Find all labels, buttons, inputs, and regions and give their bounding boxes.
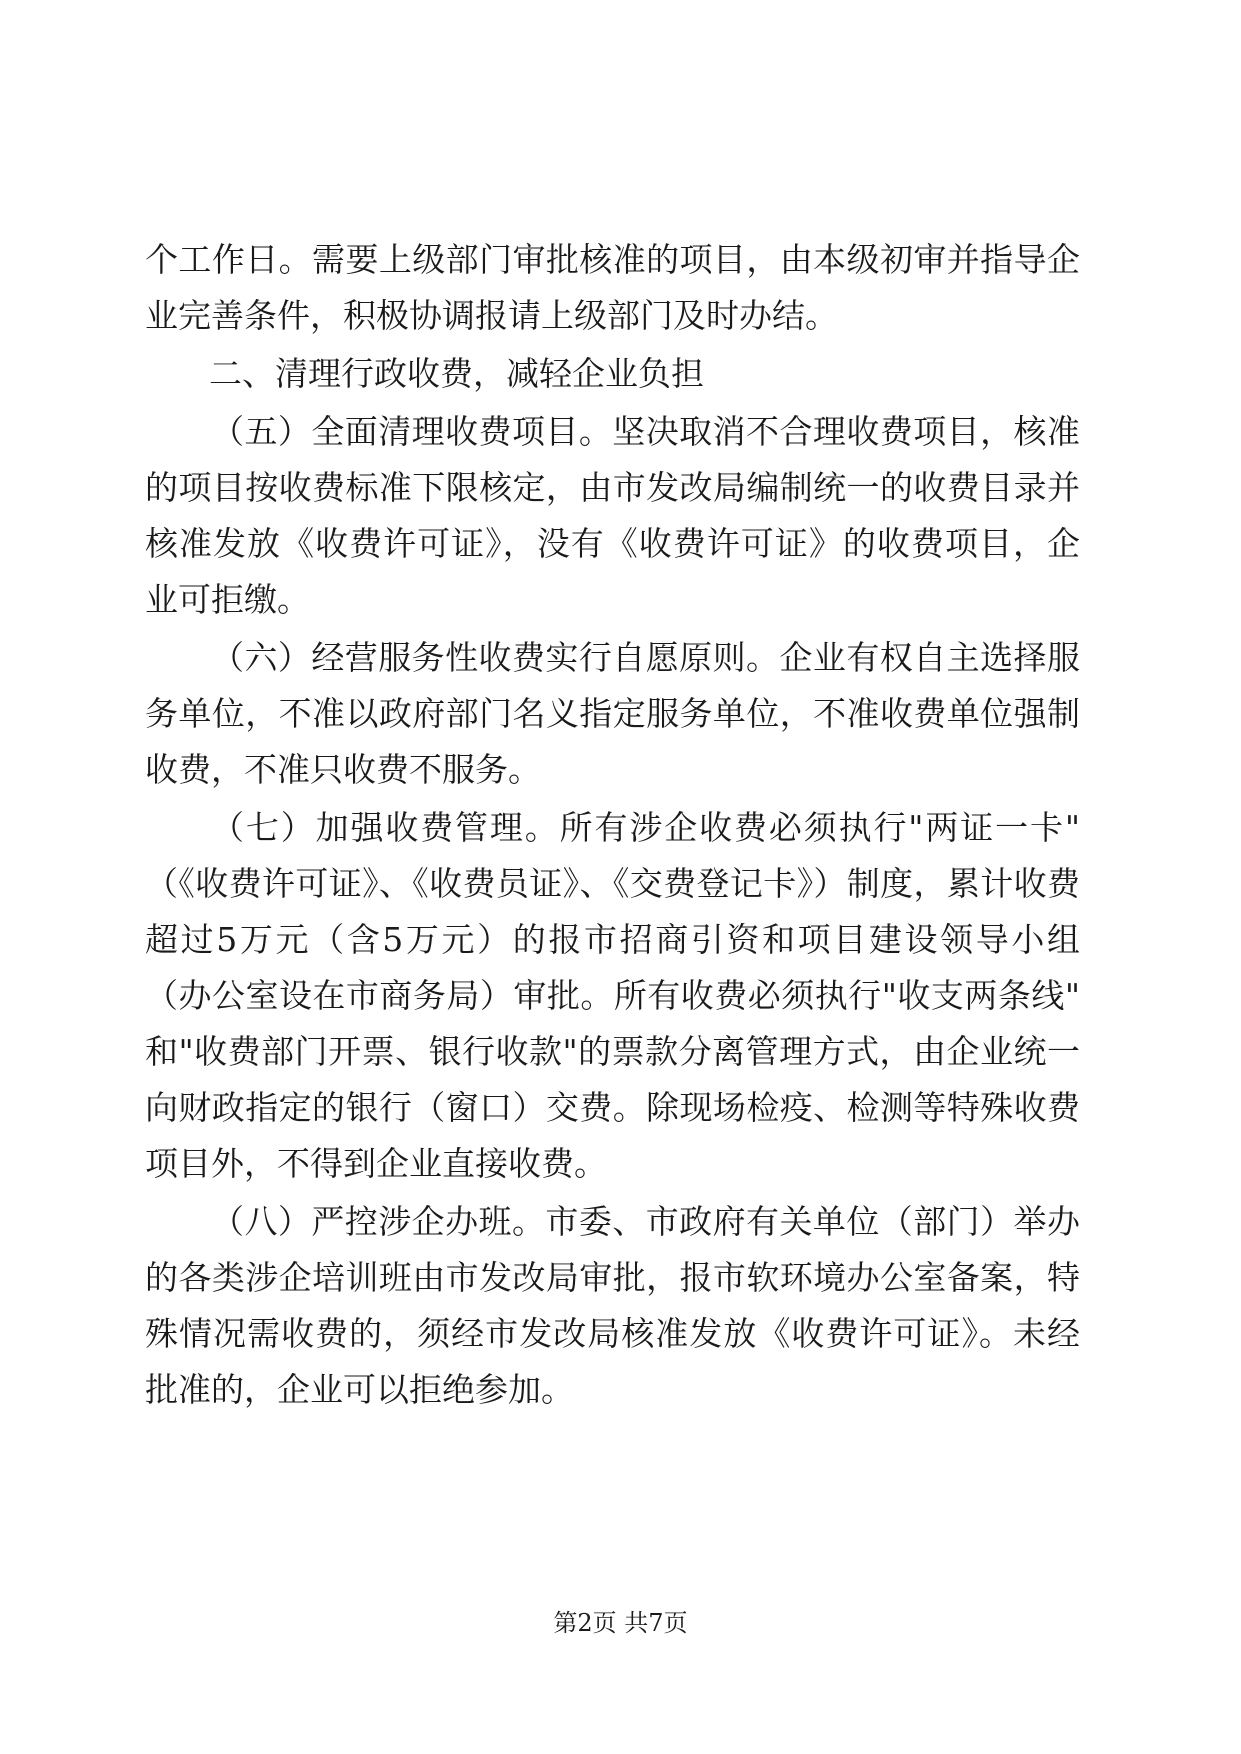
- paragraph-7-line-4: （办公室设在市商务局）审批。所有收费必须执行"收支两条线": [145, 976, 1080, 1015]
- paragraph-7-line-2: （《收费许可证》、《收费员证》、《交费登记卡》）制度，累计收费: [145, 864, 1080, 903]
- paragraph-6-line-2: 务单位，不准以政府部门名义指定服务单位，不准收费单位强制: [145, 694, 1080, 733]
- page-number-label: 第2页 共7页: [553, 1609, 688, 1637]
- paragraph-5-line-4: 业可拒缴。: [145, 580, 310, 619]
- paragraph-6-line-3: 收费，不准只收费不服务。: [145, 750, 541, 789]
- section-heading: 二、清理行政收费，减轻企业负担: [209, 354, 704, 393]
- paragraph-7-line-7: 项目外，不得到企业直接收费。: [145, 1144, 607, 1183]
- paragraph-5-line-2: 的项目按收费标准下限核定，由市发改局编制统一的收费目录并: [145, 468, 1080, 507]
- paragraph-8-line-2: 的各类涉企培训班由市发改局审批，报市软环境办公室备案，特: [145, 1258, 1080, 1297]
- paragraph-8-line-3: 殊情况需收费的，须经市发改局核准发放《收费许可证》。未经: [145, 1314, 1080, 1353]
- paragraph-8-line-1: （八）严控涉企办班。市委、市政府有关单位（部门）举办: [211, 1202, 1080, 1241]
- body-line-1: 个工作日。需要上级部门审批核准的项目，由本级初审并指导企: [145, 240, 1080, 279]
- paragraph-7-line-3: 超过5万元（含5万元）的报市招商引资和项目建设领导小组: [145, 920, 1080, 959]
- paragraph-7-line-5: 和"收费部门开票、银行收款"的票款分离管理方式，由企业统一: [145, 1032, 1080, 1071]
- paragraph-7-line-1: （七）加强收费管理。所有涉企收费必须执行"两证一卡": [211, 808, 1080, 847]
- paragraph-7-line-6: 向财政指定的银行（窗口）交费。除现场检疫、检测等特殊收费: [145, 1088, 1080, 1127]
- body-line-2: 业完善条件，积极协调报请上级部门及时办结。: [145, 296, 838, 335]
- paragraph-6-line-1: （六）经营服务性收费实行自愿原则。企业有权自主选择服: [211, 638, 1080, 677]
- paragraph-5-line-3: 核准发放《收费许可证》，没有《收费许可证》的收费项目，企: [145, 524, 1080, 563]
- paragraph-5-line-1: （五）全面清理收费项目。坚决取消不合理收费项目，核准: [211, 412, 1080, 451]
- paragraph-8-line-4: 批准的，企业可以拒绝参加。: [145, 1370, 574, 1409]
- page-footer: [0, 1608, 1241, 1638]
